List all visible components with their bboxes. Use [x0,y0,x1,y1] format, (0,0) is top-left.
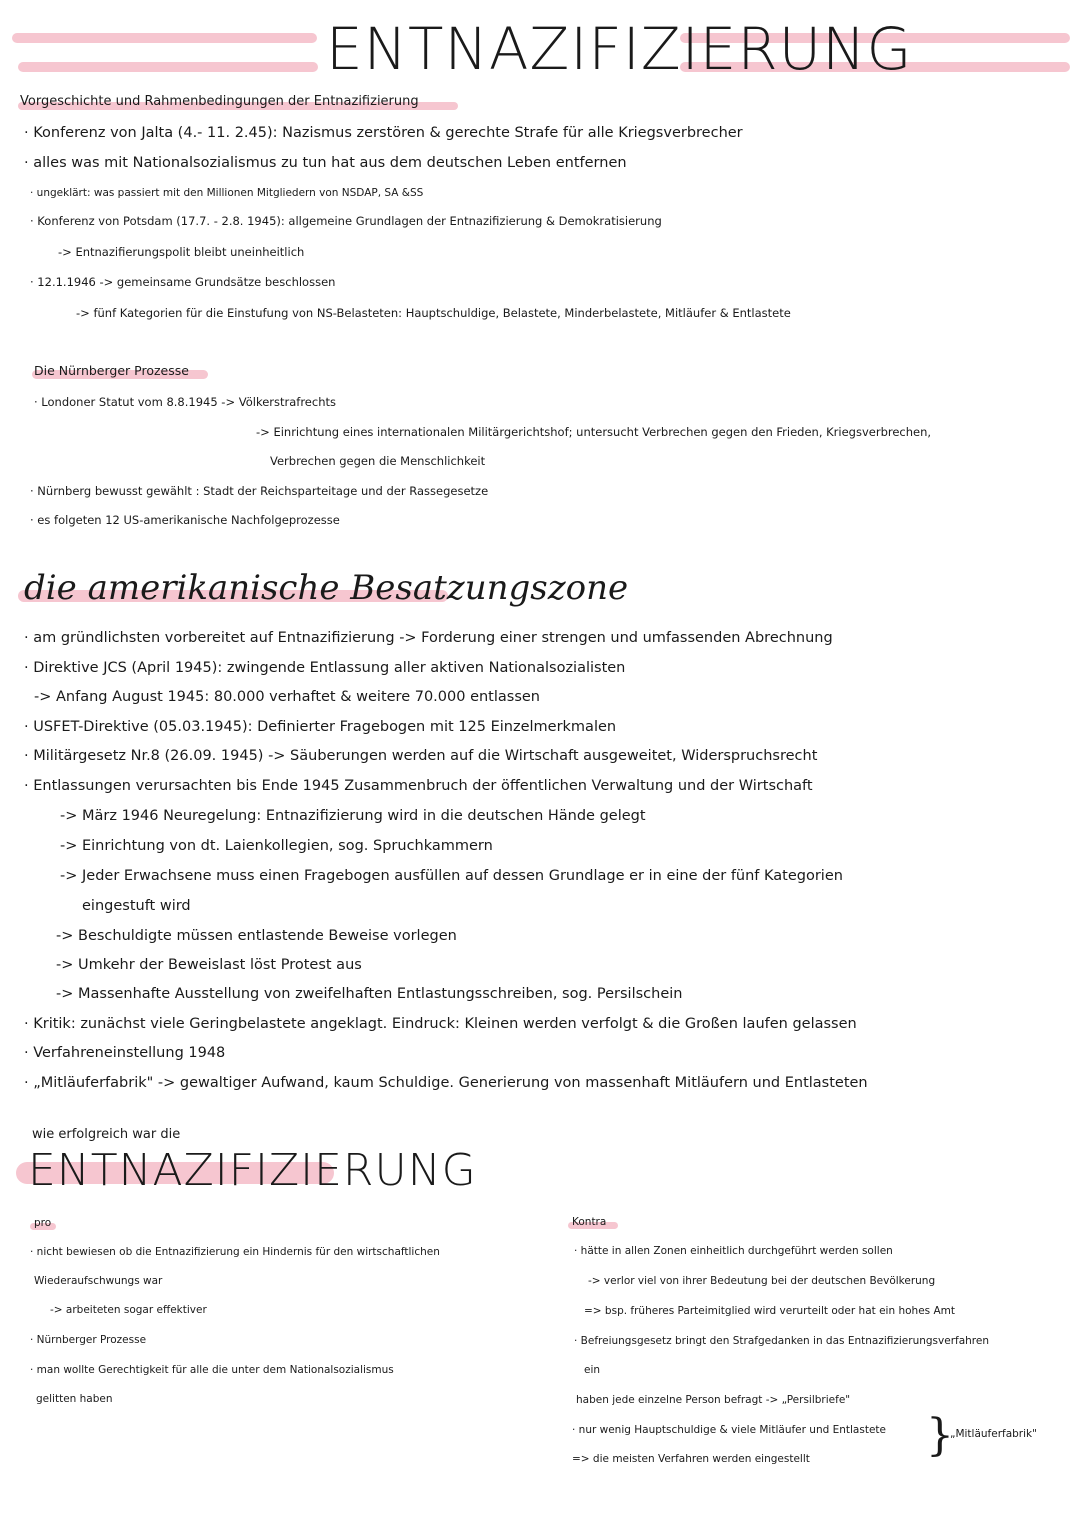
list-item: · am gründlichsten vorbereitet auf Entnazifizierung -> Forderung einer strengen und umfassenden Abrechnung [24,630,833,646]
list-item: haben jede einzelne Person befragt -> „Persilbriefe" [576,1394,851,1406]
list-item: -> Einrichtung von dt. Laienkollegien, sog. Spruchkammern [60,838,493,854]
list-item: · „Mitläuferfabrik" -> gewaltiger Aufwand, kaum Schuldige. Generierung von massenhaft Mitläufern und Entlasteten [24,1075,868,1091]
list-item: · man wollte Gerechtigkeit für alle die unter dem Nationalsozialismus [30,1364,394,1376]
list-item: · Konferenz von Potsdam (17.7. - 2.8. 1945): allgemeine Grundlagen der Entnazifizierung & Demokratisierung [30,214,662,228]
list-item: · hätte in allen Zonen einheitlich durchgeführt werden sollen [574,1245,893,1257]
list-item: -> März 1946 Neuregelung: Entnazifizierung wird in die deutschen Hände gelegt [60,808,646,824]
list-item: -> Einrichtung eines internationalen Militärgerichtshof; untersucht Verbrechen gegen den Frieden, Kriegsverbrechen, [256,425,932,439]
list-item: Verbrechen gegen die Menschlichkeit [270,454,486,468]
page-title: ENTNAZIFIZIERUNG [326,15,913,83]
pro-label: pro [34,1217,52,1229]
list-item: -> Anfang August 1945: 80.000 verhaftet & weitere 70.000 entlassen [34,689,540,705]
list-item: -> Entnazifierungspolit bleibt uneinheitlich [58,245,305,259]
list-item: => die meisten Verfahren werden eingestellt [572,1453,810,1465]
list-item: · USFET-Direktive (05.03.1945): Definierter Fragebogen mit 125 Einzelmerkmalen [24,719,617,735]
list-item: · ungeklärt: was passiert mit den Millionen Mitgliedern von NSDAP, SA &SS [30,187,424,199]
title-underline-left [12,33,317,43]
list-item: · nicht bewiesen ob die Entnazifizierung ein Hindernis für den wirtschaftlichen [30,1246,440,1258]
curly-brace-icon: } [926,1410,954,1461]
list-item: Wiederaufschwungs war [34,1275,163,1287]
section3-heading: die amerikanische Besatzungszone [24,568,629,608]
list-item: -> fünf Kategorien für die Einstufung von NS-Belasteten: Hauptschuldige, Belastete, Minderbelastete, Mitläufer & Entlastete [76,306,791,320]
list-item: ein [584,1364,601,1376]
list-item: · Nürnberger Prozesse [30,1334,147,1346]
kontra-label: Kontra [572,1216,607,1228]
list-item: eingestuft wird [82,898,191,914]
section4-title: ENTNAZIFIZIERUNG [28,1145,477,1196]
list-item: · alles was mit Nationalsozialismus zu tun hat aus dem deutschen Leben entfernen [24,155,627,171]
list-item: · Verfahreneinstellung 1948 [24,1045,226,1061]
list-item: · Kritik: zunächst viele Geringbelastete angeklagt. Eindruck: Kleinen werden verfolgt & die Großen laufen gelassen [24,1016,857,1032]
list-item: -> arbeiteten sogar effektiver [50,1304,207,1316]
list-item: -> verlor viel von ihrer Bedeutung bei der deutschen Bevölkerung [588,1275,936,1287]
list-item: · nur wenig Hauptschuldige & viele Mitläufer und Entlastete [572,1424,886,1436]
section2-heading: Die Nürnberger Prozesse [34,363,189,378]
list-item: · Nürnberg bewusst gewählt : Stadt der Reichsparteitage und der Rassegesetze [30,484,489,498]
list-item: · 12.1.1946 -> gemeinsame Grundsätze beschlossen [30,275,336,289]
list-item: · Direktive JCS (April 1945): zwingende Entlassung aller aktiven Nationalsozialisten [24,660,626,676]
list-item: · Londoner Statut vom 8.8.1945 -> Völkerstrafrechts [34,395,336,409]
list-item: · Konferenz von Jalta (4.- 11. 2.45): Nazismus zerstören & gerechte Strafe für alle Kriegsverbrecher [24,125,743,141]
section1-heading: Vorgeschichte und Rahmenbedingungen der Entnazifizierung [20,94,419,109]
list-item: -> Umkehr der Beweislast löst Protest aus [56,957,362,973]
title-underline-left-2 [18,62,318,72]
list-item: · Militärgesetz Nr.8 (26.09. 1945) -> Säuberungen werden auf die Wirtschaft ausgeweitet, Widerspruchsrecht [24,748,818,764]
list-item: -> Massenhafte Ausstellung von zweifelhaften Entlastungsschreiben, sog. Persilschein [56,986,683,1002]
list-item: -> Beschuldigte müssen entlastende Beweise vorlegen [56,928,457,944]
list-item: -> Jeder Erwachsene muss einen Fragebogen ausfüllen auf dessen Grundlage er in eine der fünf Kategorien [60,868,843,884]
list-item: · Entlassungen verursachten bis Ende 1945 Zusammenbruch der öffentlichen Verwaltung und der Wirtschaft [24,778,813,794]
section4-question: wie erfolgreich war die [32,1127,181,1142]
brace-label: „Mitläuferfabrik" [950,1428,1037,1440]
list-item: · Befreiungsgesetz bringt den Strafgedanken in das Entnazifizierungsverfahren [574,1335,990,1347]
list-item: · es folgeten 12 US-amerikanische Nachfolgeprozesse [30,513,340,527]
list-item: => bsp. früheres Parteimitglied wird verurteilt oder hat ein hohes Amt [584,1305,955,1317]
list-item: gelitten haben [36,1393,113,1405]
